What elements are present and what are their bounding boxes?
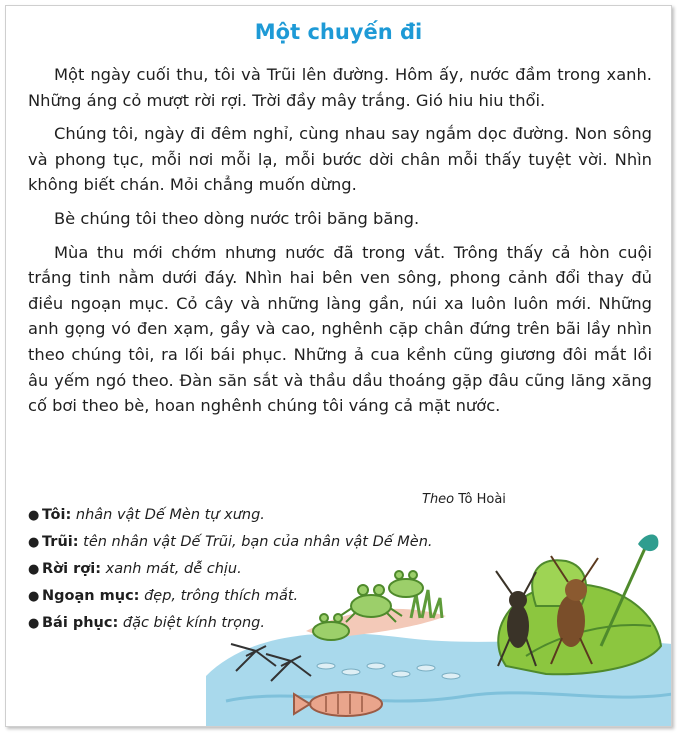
glossary-definition: tên nhân vật Dế Trũi, bạn của nhân vật Dế Mèn. (83, 534, 433, 550)
glossary-definition: xanh mát, dễ chịu. (105, 561, 242, 577)
paragraph-4: Mùa thu mới chớm nhưng nước đã trong vắt. Trông thấy cả hòn cuội trắng tinh nằm dưới đáy. Nhìn hai bên ven sông, phong cảnh đổi thay đủ điều ngoạn mục. Cỏ cây và những làng gần, núi xa luôn luôn mới. Những anh gọng vó đen xạm, gầy và cao, nghênh cặp chân đứng trên bãi lầy nhìn theo chúng tôi, ra lối bái phục. Những ả cua kềnh cũng giương đôi mắt lồi âu yếm ngó theo. Đàn săn sắt và thầu dầu thoáng gặp đâu cũng lăng xăng cố bơi theo bè, hoan nghênh chúng tôi váng cả mặt nước. (28, 242, 652, 416)
glossary-item (28, 502, 488, 529)
bullet-icon: ● (28, 616, 40, 631)
glossary-definition: đặc biệt kính trọng. (122, 615, 265, 631)
glossary-term: Ngoạn mục: (42, 588, 140, 604)
paragraph-1: Một ngày cuối thu, tôi và Trũi lên đường. Hôm ấy, nước đầm trong xanh. Những áng cỏ mượt rời rợi. Trời đầy mây trắng. Gió hiu hiu thổi. (28, 65, 652, 110)
glossary-definition: nhân vật Dế Mèn tự xưng. (75, 507, 265, 523)
author-name: Tô Hoài (458, 492, 506, 507)
bullet-icon: ● (28, 508, 40, 523)
story-title: Một chuyến đi (254, 20, 423, 44)
glossary-term: Rời rợi: (42, 561, 102, 577)
bullet-icon: ● (28, 589, 40, 604)
crab-icon (389, 571, 423, 597)
paragraph-3: Bè chúng tôi theo dòng nước trôi băng băng. (54, 208, 420, 228)
textbook-page (5, 5, 672, 727)
bullet-icon: ● (28, 562, 40, 577)
glossary-term: Bái phục: (42, 615, 119, 631)
attribution-prefix: Theo (422, 492, 455, 507)
story-illustration (206, 526, 672, 727)
paragraph-2: Chúng tôi, ngày đi đêm nghỉ, cùng nhau say ngắm dọc đường. Non sông và phong tục, mỗi nơi mỗi lạ, mỗi bước dời chân mỗi thấy tuyệt vời. Nhìn không biết chán. Mỏi chẳng muốn dừng. (28, 124, 652, 195)
story-text (28, 62, 652, 427)
bullet-icon: ● (28, 535, 40, 550)
glossary-definition: đẹp, trông thích mắt. (144, 588, 299, 604)
glossary-term: Trũi: (42, 534, 79, 550)
glossary-term: Tôi: (42, 507, 72, 523)
